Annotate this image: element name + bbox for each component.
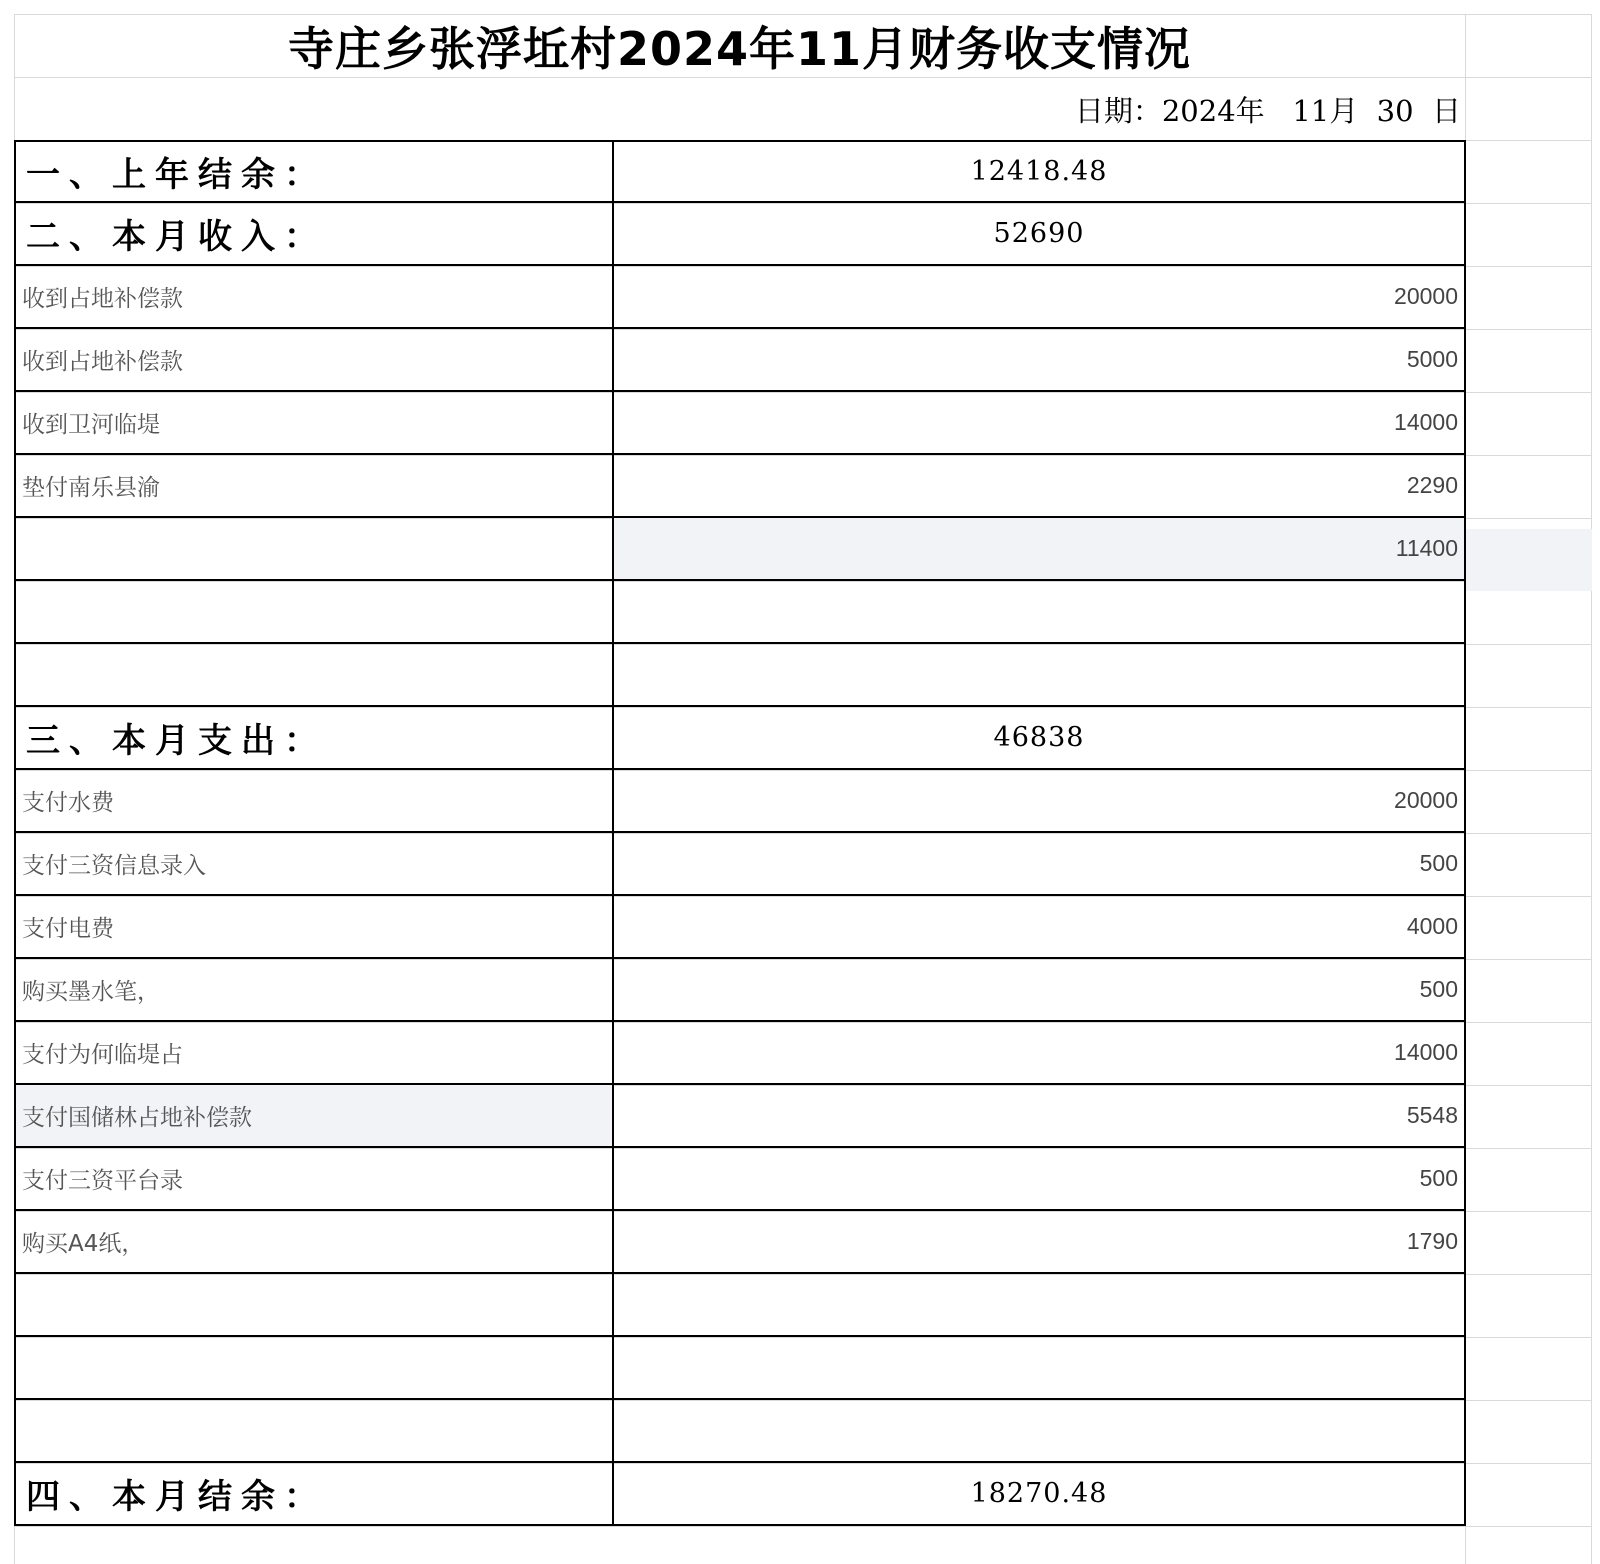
item-amount[interactable]: 2290: [614, 455, 1466, 516]
empty-cell[interactable]: [614, 1274, 1466, 1335]
section-label[interactable]: 三、本月支出：: [14, 707, 614, 768]
section-row-end-balance: [14, 1463, 1466, 1526]
table-row: [14, 1211, 1466, 1274]
section-value[interactable]: 12418.48: [614, 142, 1466, 201]
section-row-expense: [14, 707, 1466, 770]
section-label[interactable]: 二、本月收入：: [14, 203, 614, 264]
item-amount[interactable]: 5548: [614, 1085, 1466, 1146]
empty-cell[interactable]: [614, 1337, 1466, 1398]
item-label[interactable]: 支付水费: [14, 770, 614, 831]
item-amount[interactable]: 500: [614, 959, 1466, 1020]
table-row: [14, 1085, 1466, 1148]
item-label[interactable]: 收到占地补偿款: [14, 266, 614, 327]
item-amount[interactable]: 500: [614, 1148, 1466, 1209]
empty-cell[interactable]: [14, 581, 614, 642]
table-row: [14, 896, 1466, 959]
empty-cell[interactable]: [614, 581, 1466, 642]
table-row: [14, 392, 1466, 455]
empty-row: [14, 1337, 1466, 1400]
item-label[interactable]: 收到占地补偿款: [14, 329, 614, 390]
section-label[interactable]: 四、本月结余：: [14, 1463, 614, 1524]
item-label[interactable]: [14, 518, 614, 579]
table-row: [14, 833, 1466, 896]
empty-cell[interactable]: [14, 1400, 614, 1461]
table-row: [14, 1148, 1466, 1211]
item-label[interactable]: 支付三资平台录: [14, 1148, 614, 1209]
item-amount[interactable]: 5000: [614, 329, 1466, 390]
item-label[interactable]: 支付国储林占地补偿款: [14, 1085, 614, 1146]
item-amount[interactable]: 1790: [614, 1211, 1466, 1272]
empty-cell[interactable]: [614, 644, 1466, 705]
empty-cell[interactable]: [614, 1400, 1466, 1461]
page-title: 寺庄乡张浮坵村2024年11月财务收支情况: [287, 21, 1192, 76]
item-amount[interactable]: 11400: [614, 518, 1466, 579]
item-amount[interactable]: 14000: [614, 1022, 1466, 1083]
section-value[interactable]: 52690: [614, 203, 1466, 264]
item-label[interactable]: 垫付南乐县渝: [14, 455, 614, 516]
section-row-income: [14, 203, 1466, 266]
item-label[interactable]: 收到卫河临堤: [14, 392, 614, 453]
item-label[interactable]: 支付为何临堤占: [14, 1022, 614, 1083]
table-row: [14, 455, 1466, 518]
section-row-prev-balance: [14, 140, 1466, 203]
empty-row: [14, 644, 1466, 707]
table-row: [14, 770, 1466, 833]
report-date: 日期：2024年 11月 30 日: [1074, 93, 1461, 128]
table-row: [14, 329, 1466, 392]
item-amount[interactable]: 4000: [614, 896, 1466, 957]
section-label[interactable]: 一、上年结余：: [14, 142, 614, 201]
item-amount[interactable]: 500: [614, 833, 1466, 894]
empty-row: [14, 581, 1466, 644]
table-row: [14, 518, 1466, 581]
item-amount[interactable]: 14000: [614, 392, 1466, 453]
item-label[interactable]: 购买墨水笔，: [14, 959, 614, 1020]
item-label[interactable]: 支付电费: [14, 896, 614, 957]
empty-row: [14, 1400, 1466, 1463]
item-amount[interactable]: 20000: [614, 770, 1466, 831]
item-label[interactable]: 购买A4纸，: [14, 1211, 614, 1272]
item-amount[interactable]: 20000: [614, 266, 1466, 327]
table-row: [14, 1022, 1466, 1085]
empty-cell[interactable]: [14, 644, 614, 705]
empty-row: [14, 1274, 1466, 1337]
section-value[interactable]: 46838: [614, 707, 1466, 768]
section-value[interactable]: 18270.48: [614, 1463, 1466, 1524]
table-row: [14, 959, 1466, 1022]
empty-cell[interactable]: [14, 1337, 614, 1398]
item-label[interactable]: 支付三资信息录入: [14, 833, 614, 894]
finance-table: [14, 140, 1466, 1526]
table-row: [14, 266, 1466, 329]
selected-cell-highlight: [1466, 529, 1592, 591]
empty-cell[interactable]: [14, 1274, 614, 1335]
